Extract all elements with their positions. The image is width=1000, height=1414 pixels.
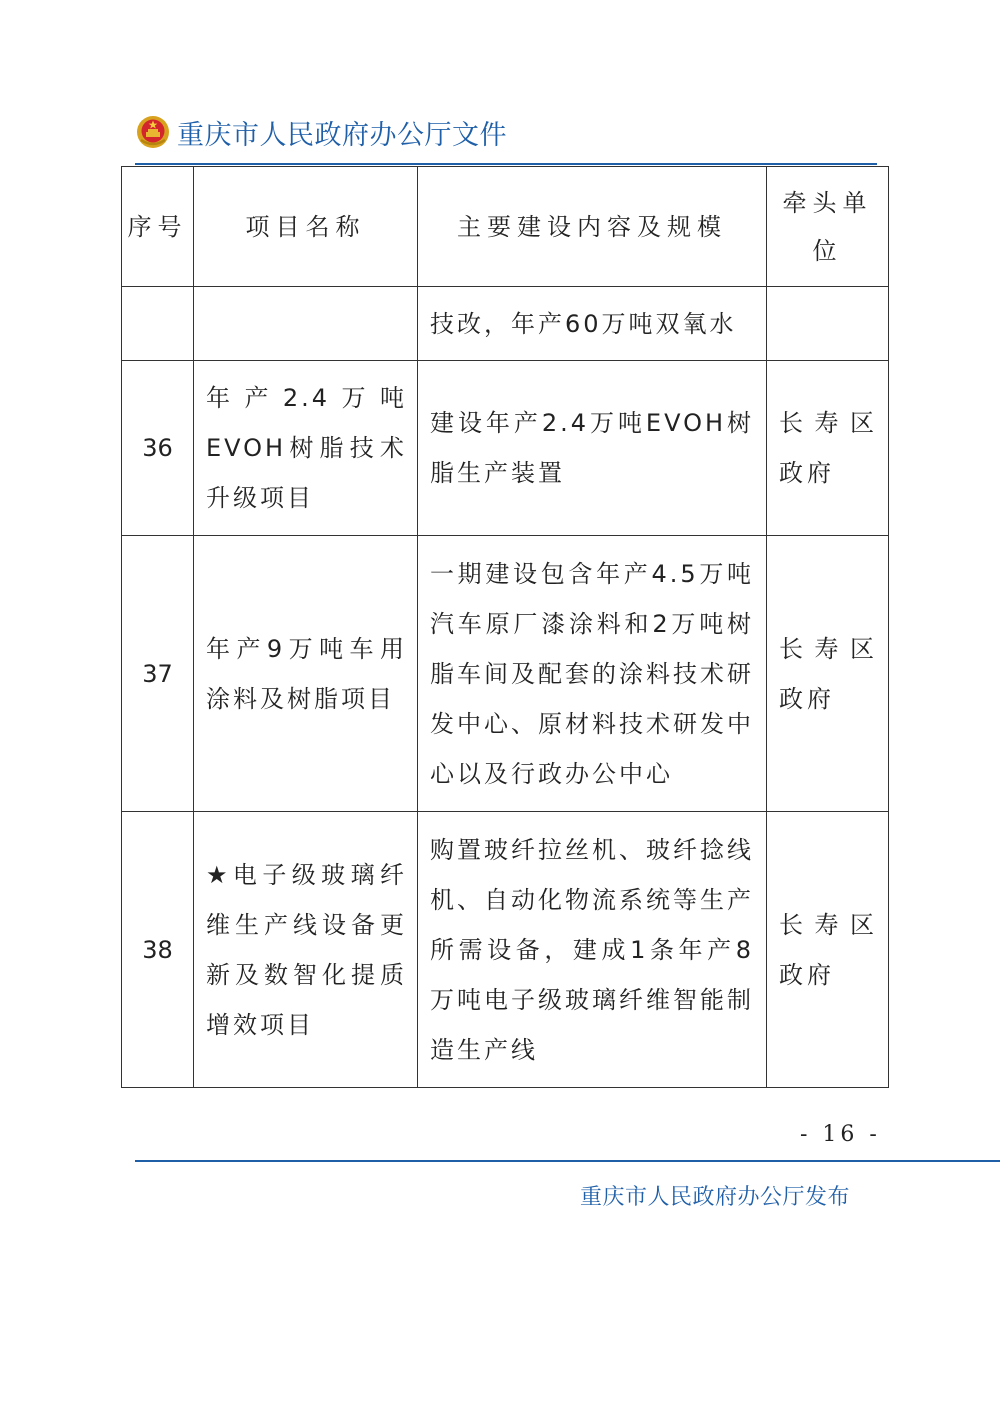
document-header <box>135 112 507 152</box>
table-header-row <box>122 167 889 287</box>
table-row <box>122 536 889 812</box>
project-content: 购置玻纤拉丝机、玻纤捻线机、自动化物流系统等生产所需设备，建成1条年产8万吨电子级玻璃纤维智能制造生产线 <box>418 812 767 1088</box>
project-name <box>194 287 418 361</box>
page-number: - 16 - <box>800 1122 881 1147</box>
column-header-name: 项目名称 <box>194 167 418 287</box>
national-emblem-icon <box>135 114 171 150</box>
row-number: 36 <box>122 361 194 536</box>
project-content: 一期建设包含年产4.5万吨汽车原厂漆涂料和2万吨树脂车间及配套的涂料技术研发中心、原材料技术研发中心以及行政办公中心 <box>418 536 767 812</box>
table-row <box>122 287 889 361</box>
lead-unit: 长寿区政府 <box>767 361 889 536</box>
row-number <box>122 287 194 361</box>
header-title: 重庆市人民政府办公厅文件 <box>177 119 507 151</box>
lead-unit <box>767 287 889 361</box>
footer-divider <box>135 1160 1000 1162</box>
project-content: 技改，年产60万吨双氧水 <box>418 287 767 361</box>
table-row <box>122 361 889 536</box>
project-table <box>121 166 889 1088</box>
row-number: 37 <box>122 536 194 812</box>
project-name: ★电子级玻璃纤维生产线设备更新及数智化提质增效项目 <box>194 812 418 1088</box>
lead-unit: 长寿区政府 <box>767 536 889 812</box>
column-header-unit: 牵头单位 <box>767 167 889 287</box>
project-name: 年产9万吨车用涂料及树脂项目 <box>194 536 418 812</box>
project-name: 年产2.4万吨EVOH树脂技术升级项目 <box>194 361 418 536</box>
column-header-content: 主要建设内容及规模 <box>418 167 767 287</box>
column-header-no: 序号 <box>122 167 194 287</box>
table-row <box>122 812 889 1088</box>
row-number: 38 <box>122 812 194 1088</box>
footer-publisher: 重庆市人民政府办公厅发布 <box>580 1185 851 1210</box>
header-divider <box>135 163 877 165</box>
project-content: 建设年产2.4万吨EVOH树脂生产装置 <box>418 361 767 536</box>
lead-unit: 长寿区政府 <box>767 812 889 1088</box>
